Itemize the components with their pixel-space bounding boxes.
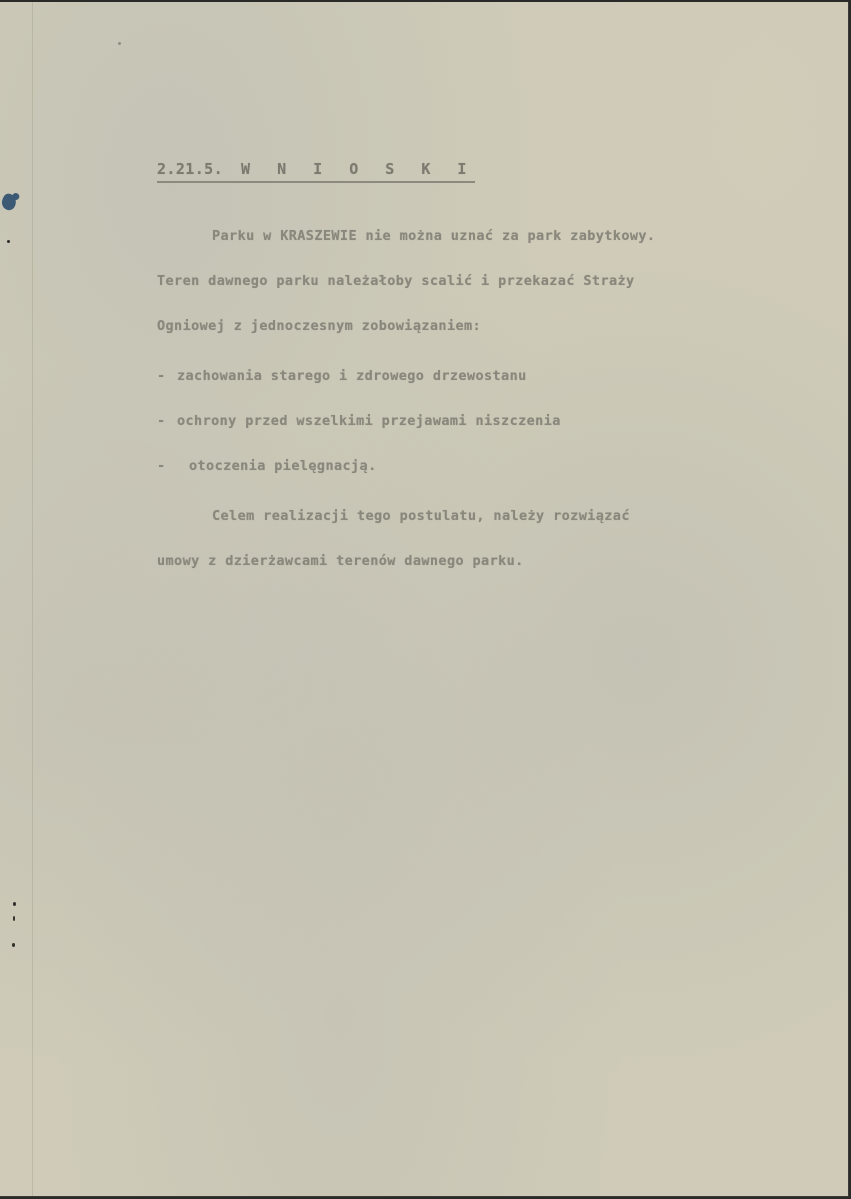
ink-blot-mark [0, 192, 18, 212]
dash-bullet: - [157, 458, 166, 474]
obligation-item [157, 413, 561, 429]
paper-speck [118, 42, 121, 45]
obligation-item [157, 368, 527, 384]
section-number: 2.21.5. [157, 160, 224, 178]
closing-line: umowy z dzierżawcami terenów dawnego parku. [157, 553, 524, 569]
binding-hole-mark [12, 943, 15, 947]
paper-fold-line [32, 2, 33, 1196]
paragraph-line: Teren dawnego parku należałoby scalić i przekazać Straży [157, 273, 635, 289]
closing-line: Celem realizacji tego postulatu, należy rozwiązać [212, 508, 630, 524]
margin-mark [7, 240, 10, 243]
binding-hole-mark [13, 902, 16, 906]
paragraph-line: Ogniowej z jednoczesnym zobowiązaniem: [157, 318, 482, 334]
binding-hole-mark [13, 916, 15, 921]
section-title: W N I O S K I [241, 160, 476, 178]
section-heading [157, 160, 475, 183]
dash-bullet: - [157, 413, 166, 429]
paragraph-line: Parku w KRASZEWIE nie można uznać za park zabytkowy. [212, 228, 656, 244]
obligation-text: ochrony przed wszelkimi przejawami niszczenia [177, 413, 561, 429]
obligation-item [157, 458, 377, 474]
obligation-text: otoczenia pielęgnacją. [189, 458, 377, 474]
dash-bullet: - [157, 368, 166, 384]
document-page [0, 2, 849, 1197]
obligation-text: zachowania starego i zdrowego drzewostanu [177, 368, 527, 384]
